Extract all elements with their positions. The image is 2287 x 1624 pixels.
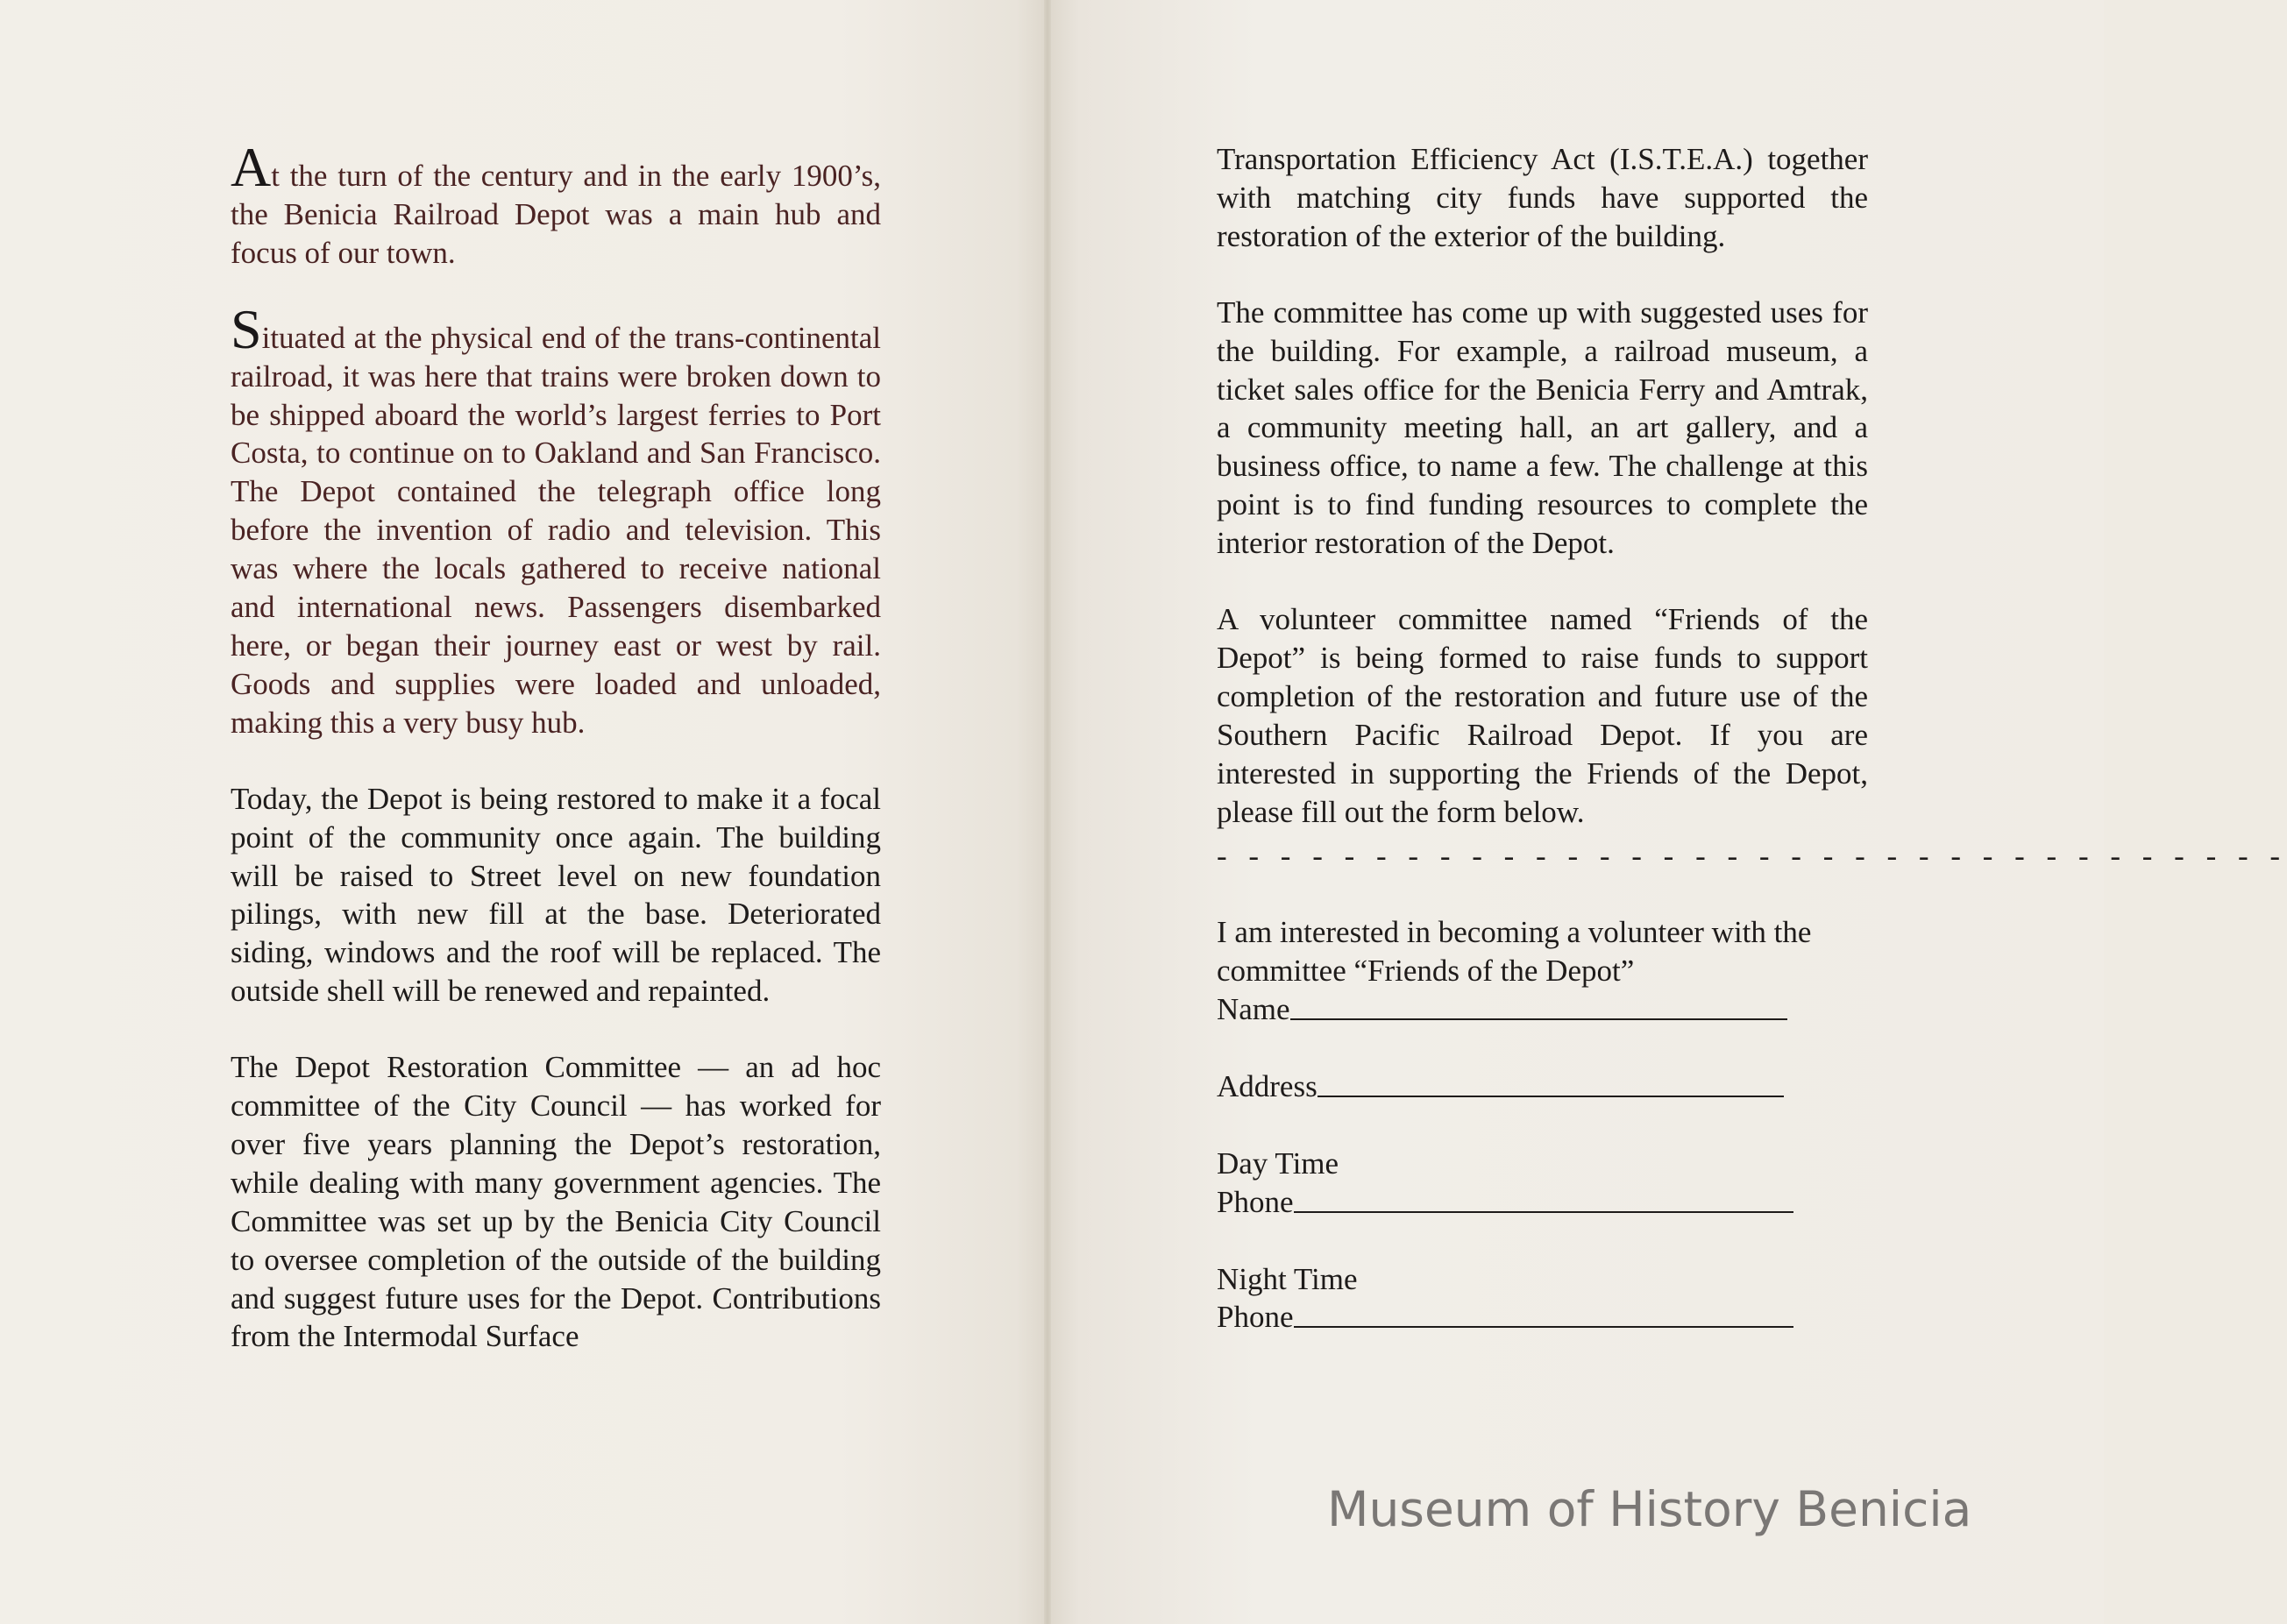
day-phone-blank[interactable] [1294,1211,1793,1213]
paragraph-uses: The committee has come up with suggested uses for the building. For example, a railroad museum, a ticket sales office for the Benicia Ferry and Amtrak, a community meeting hall, an art gallery, and a business office, to name a few. The challenge at this point is to find funding resources to complete the interior restoration of the Depot. [1217,294,1868,561]
paragraph-intro [231,136,881,273]
address-label: Address [1217,1069,1318,1104]
name-blank[interactable] [1290,1018,1787,1020]
address-field [1217,1067,1868,1106]
paragraph-history [231,297,881,742]
paragraph-text: t the turn of the century and in the early 1900’s, the Benicia Railroad Depot was a main hub and focus of our town. [231,159,881,270]
night-phone-label: Phone [1217,1300,1294,1335]
address-blank[interactable] [1318,1096,1784,1097]
cut-line-divider: - - - - - - - - - - - - - - - - - - - - - - - - - - - - - - - - - - [1217,838,2287,873]
museum-watermark: Museum of History Benicia [1327,1481,1972,1537]
drop-cap: A [231,136,272,198]
day-phone-label: Phone [1217,1184,1294,1219]
paragraph-istea: Transportation Efficiency Act (I.S.T.E.A.) together with matching city funds have supported the restoration of the exterior of the building. [1217,142,1868,253]
form-intro-line-1: I am interested in becoming a volunteer with the [1217,915,1812,950]
paragraph-text: ituated at the physical end of the trans-continental railroad, it was here that trains were broken down to be shipped aboard the world’s largest ferries to Port Costa, to continue on to Oakland and San Francisco. The Depot contained the telegraph office long before the invention of radio and television. This was where the locals gathered to receive national and international news. Passengers disembarked here, or began their journey east or west by rail. Goods and supplies were loaded and unloaded, making this a very busy hub. [231,320,881,740]
drop-cap: S [231,297,262,360]
night-phone-field [1217,1298,1868,1337]
center-fold [1044,0,1051,1624]
volunteer-form [1217,913,1868,1337]
name-label: Name [1217,992,1290,1027]
paragraph-restoration: Today, the Depot is being restored to make it a focal point of the community once again. The building will be raised to Street level on new foundation pilings, with new fill at the base. Deteriorated siding, windows and the roof will be replaced. The outside shell will be renewed and repainted. [231,781,881,1009]
night-time-label: Night Time [1217,1261,1358,1296]
paragraph-friends: A volunteer committee named “Friends of the Depot” is being formed to raise funds to support completion of the restoration and future use of the Southern Pacific Railroad Depot. If you are interested in supporting the Friends of the Depot, please fill out the form below. [1217,602,1868,829]
form-intro-line-2: committee “Friends of the Depot” [1217,954,1635,989]
left-column [231,136,881,1394]
right-column [1217,140,2287,1337]
day-phone-field [1217,1183,1868,1222]
paragraph-committee: The Depot Restoration Committee — an ad hoc committee of the City Council — has worked for over five years planning the Depot’s restoration, while dealing with many government agencies. The Committee was set up by the Benicia City Council to oversee completion of the outside of the building and suggest future uses for the Depot. Contributions from the Intermodal Surface [231,1050,881,1354]
day-time-label: Day Time [1217,1145,1339,1181]
night-phone-blank[interactable] [1294,1326,1793,1328]
name-field [1217,990,1868,1029]
